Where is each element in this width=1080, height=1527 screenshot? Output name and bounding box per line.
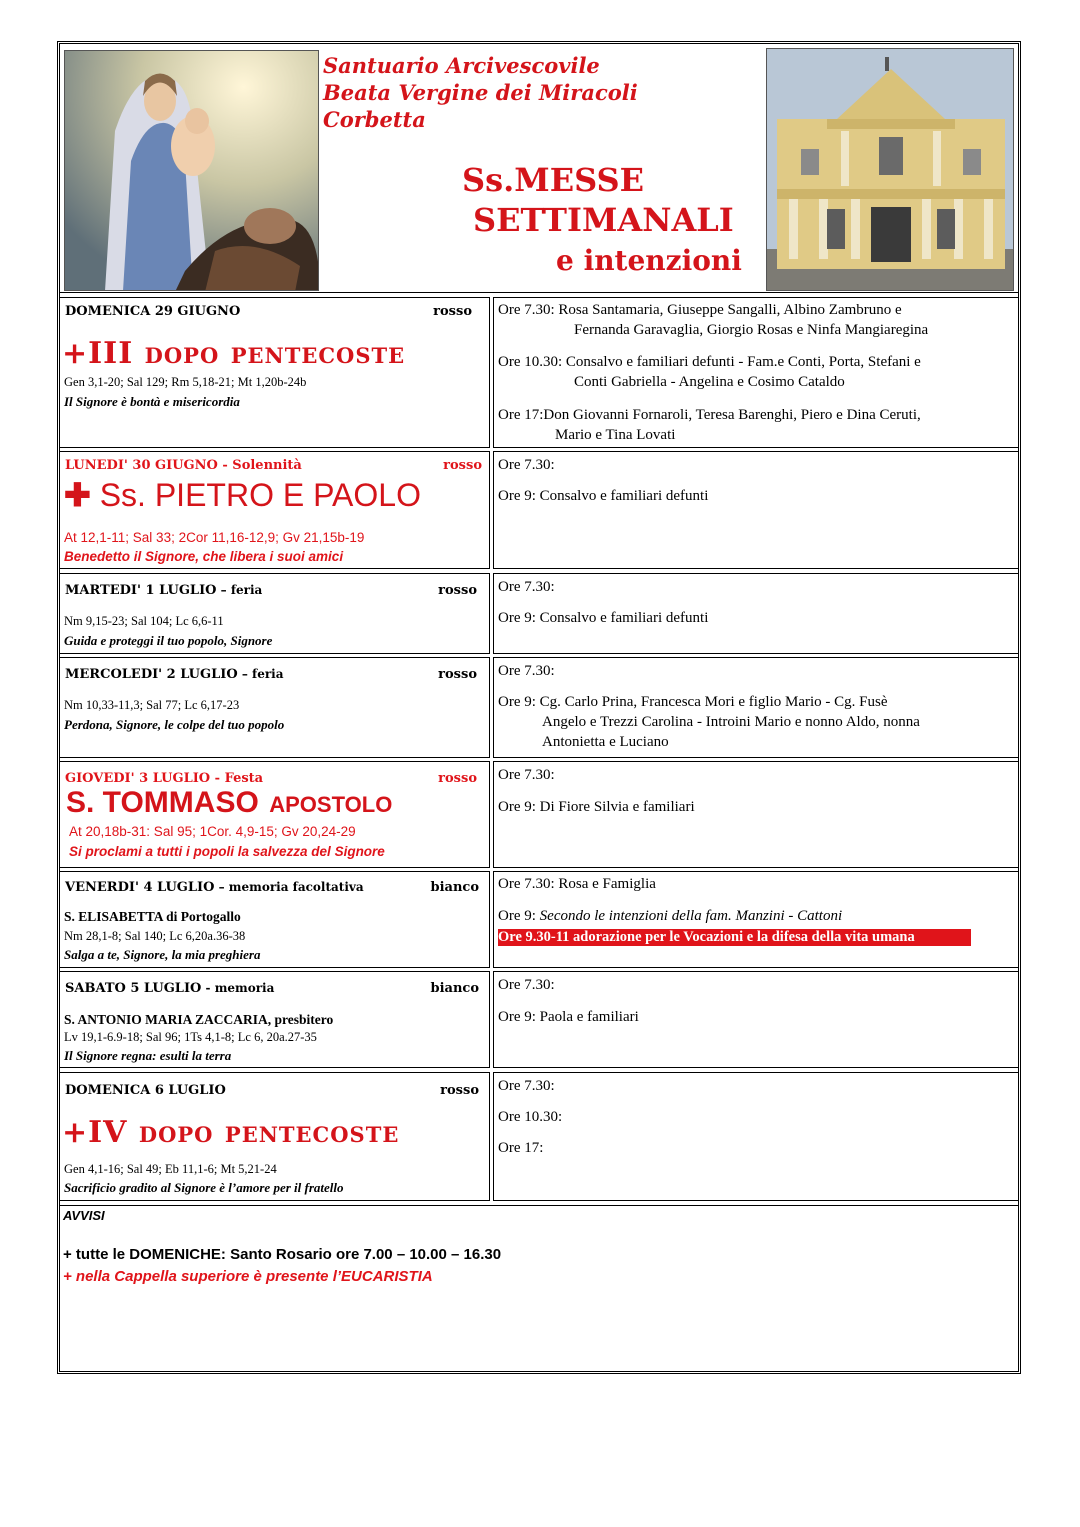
mass-cell-mon-30 <box>493 451 1019 569</box>
day-name: MERCOLEDI' 2 LUGLIO <box>65 667 238 682</box>
mass-entry: Ore 7.30: <box>498 767 555 783</box>
motto: Salga a te, Signore, la mia preghiera <box>64 947 261 962</box>
mass-time-text: Ore 9: Cg. Carlo Prina, Francesca Mori e figlio Mario - Cg. Fusè <box>498 694 888 710</box>
title-line-2: SETTIMANALI <box>473 201 734 239</box>
saint-text: S. ANTONIO MARIA ZACCARIA, <box>64 1012 272 1027</box>
notices-title: AVVISI <box>63 1208 105 1223</box>
mass-entry <box>498 352 1012 392</box>
readings: Nm 10,33-11,3; Sal 77; Lc 6,17-23 <box>64 698 240 712</box>
mass-cell-tue-1 <box>493 573 1019 654</box>
motto: Si proclami a tutti i popoli la salvezza del Signore <box>69 844 385 859</box>
feast-qualifier: APOSTOLO <box>269 792 393 817</box>
mass-cell-thu-3 <box>493 761 1019 868</box>
adoration-notice: Ore 9.30-11 adorazione per le Vocazioni e la difesa della vita umana <box>498 929 971 946</box>
day-type: – feria <box>216 583 263 597</box>
liturgical-color: rosso <box>433 304 472 319</box>
liturgical-color: rosso <box>440 1083 479 1098</box>
day-type: – feria <box>237 667 284 681</box>
day-name: SABATO 5 LUGLIO <box>65 981 202 996</box>
feast-title <box>66 786 392 820</box>
mass-entry: Ore 7.30: Rosa e Famiglia <box>498 876 656 892</box>
day-cell-tue-1 <box>59 573 490 654</box>
sanctuary-line-1: Santuario Arcivescovile <box>323 53 600 78</box>
mass-cell-fri-4 <box>493 871 1019 968</box>
readings: At 12,1-11; Sal 33; 2Cor 11,16-12,9; Gv 21,15b-19 <box>64 530 365 545</box>
notices-box <box>59 1205 1019 1372</box>
mass-time-text: Ore 17:Don Giovanni Fornaroli, Teresa Barenghi, Piero e Dina Ceruti, <box>498 407 921 423</box>
feast-title: +III dopo pentecoste <box>62 336 406 371</box>
saint-name <box>64 1012 333 1028</box>
motto: Benedetto il Signore, che libera i suoi amici <box>64 549 344 564</box>
mass-time-cont: Conti Gabriella - Angelina e Cosimo Cataldo <box>574 374 845 390</box>
mass-entry <box>498 300 1012 340</box>
liturgical-color: rosso <box>438 771 477 786</box>
motto: Il Signore è bontà e misericordia <box>64 394 240 409</box>
liturgical-color: rosso <box>438 667 477 682</box>
mass-time-cont: Antonietta e Luciano <box>542 734 669 750</box>
saint-name: S. ELISABETTA di Portogallo <box>64 909 241 924</box>
day-cell-sat-5 <box>59 971 490 1068</box>
mass-time-text: Ore 10.30: Consalvo e familiari defunti - Fam.e Conti, Porta, Stefani e <box>498 354 921 370</box>
mass-entry: Ore 9: Di Fiore Silvia e familiari <box>498 799 695 815</box>
day-type: – memoria facoltativa <box>214 880 364 894</box>
feast-title <box>64 476 421 514</box>
day-label <box>65 667 283 682</box>
sanctuary-line-3: Corbetta <box>323 107 426 132</box>
day-label <box>65 880 364 895</box>
day-cell-fri-4 <box>59 871 490 968</box>
feast-name: Ss. PIETRO E PAOLO <box>99 477 421 513</box>
title-line-3: e intenzioni <box>556 244 742 277</box>
mass-entry: Ore 7.30: <box>498 579 555 595</box>
liturgical-color: bianco <box>430 880 479 895</box>
day-cell-sun-29 <box>59 297 490 448</box>
day-cell-mon-30 <box>59 451 490 569</box>
mass-cell-sun-29 <box>493 297 1019 448</box>
mass-cell-wed-2 <box>493 657 1019 758</box>
readings: Lv 19,1-6.9-18; Sal 96; 1Ts 4,1-8; Lc 6, 20a.27-35 <box>64 1030 317 1044</box>
mass-time-cont: Fernanda Garavaglia, Giorgio Rosas e Ninfa Mangiaregina <box>574 322 929 338</box>
mass-entry: Ore 7.30: <box>498 977 555 993</box>
readings: Nm 9,15-23; Sal 104; Lc 6,6-11 <box>64 614 224 628</box>
cross-icon: ✚ <box>64 477 91 513</box>
day-cell-wed-2 <box>59 657 490 758</box>
day-name: VENERDI' 4 LUGLIO <box>65 880 215 895</box>
motto: Guida e proteggi il tuo popolo, Signore <box>64 633 273 648</box>
mass-entry <box>498 692 1012 752</box>
mass-time-cont: Mario e Tina Lovati <box>555 427 676 443</box>
feast-name: S. TOMMASO <box>66 786 259 819</box>
day-name: MARTEDI' 1 LUGLIO <box>65 583 217 598</box>
motto: Sacrificio gradito al Signore è l’amore per il fratello <box>64 1180 344 1195</box>
motto: Perdona, Signore, le colpe del tuo popolo <box>64 717 285 732</box>
mass-entry: Ore 7.30: <box>498 1078 555 1094</box>
mass-time-cont: Angelo e Trezzi Carolina - Introini Mario e nonno Aldo, nonna <box>542 714 920 730</box>
mass-cell-sun-6 <box>493 1072 1019 1201</box>
day-label <box>65 981 274 996</box>
mass-entry: Ore 10.30: <box>498 1109 563 1125</box>
readings: At 20,18b-31: Sal 95; 1Cor. 4,9-15; Gv 20,24-29 <box>69 824 356 839</box>
mass-entry: Ore 17: <box>498 1140 544 1156</box>
madonna-painting <box>64 50 319 291</box>
notice-rosary: + tutte le DOMENICHE: Santo Rosario ore 7.00 – 10.00 – 16.30 <box>63 1246 502 1263</box>
day-cell-sun-6 <box>59 1072 490 1201</box>
day-label: DOMENICA 29 GIUGNO <box>65 304 241 319</box>
day-label: GIOVEDI' 3 LUGLIO - Festa <box>65 771 264 786</box>
day-label: LUNEDI' 30 GIUGNO - Solennità <box>65 458 302 473</box>
mass-intention: Secondo le intenzioni della fam. Manzini - Cattoni <box>539 908 843 924</box>
readings: Gen 3,1-20; Sal 129; Rm 5,18-21; Mt 1,20b-24b <box>64 375 307 389</box>
mass-entry: Ore 9: Consalvo e familiari defunti <box>498 610 709 626</box>
title-line-1: Ss.MESSE <box>462 161 644 199</box>
sanctuary-line-2: Beata Vergine dei Miracoli <box>323 80 638 105</box>
mass-entry: Ore 9: Consalvo e familiari defunti <box>498 488 709 504</box>
liturgical-color: rosso <box>438 583 477 598</box>
mass-entry: Ore 9: Paola e familiari <box>498 1009 639 1025</box>
mass-entry <box>498 906 1012 926</box>
sanctuary-photo <box>766 48 1014 291</box>
mass-entry: Ore 7.30: <box>498 663 555 679</box>
mass-time-text: Ore 9: <box>498 908 540 924</box>
feast-title: +IV dopo pentecoste <box>62 1115 400 1150</box>
readings: Gen 4,1-16; Sal 49; Eb 11,1-6; Mt 5,21-24 <box>64 1162 277 1176</box>
mass-entry: Ore 7.30: <box>498 457 555 473</box>
notice-eucharist: + nella Cappella superiore è presente l’EUCARISTIA <box>63 1268 433 1285</box>
liturgical-color: bianco <box>430 981 479 996</box>
day-label <box>65 583 262 598</box>
motto: Il Signore regna: esulti la terra <box>64 1048 232 1063</box>
readings: Nm 28,1-8; Sal 140; Lc 6,20a.36-38 <box>64 929 246 943</box>
day-type: - memoria <box>201 981 275 995</box>
day-cell-thu-3 <box>59 761 490 868</box>
liturgical-color: rosso <box>443 458 482 473</box>
day-label: DOMENICA 6 LUGLIO <box>65 1083 226 1098</box>
saint-title: presbitero <box>271 1012 334 1027</box>
mass-time-text: Ore 7.30: Rosa Santamaria, Giuseppe Sangalli, Albino Zambruno e <box>498 302 902 318</box>
mass-cell-sat-5 <box>493 971 1019 1068</box>
mass-entry <box>498 405 1012 445</box>
sanctuary-name <box>323 52 638 133</box>
